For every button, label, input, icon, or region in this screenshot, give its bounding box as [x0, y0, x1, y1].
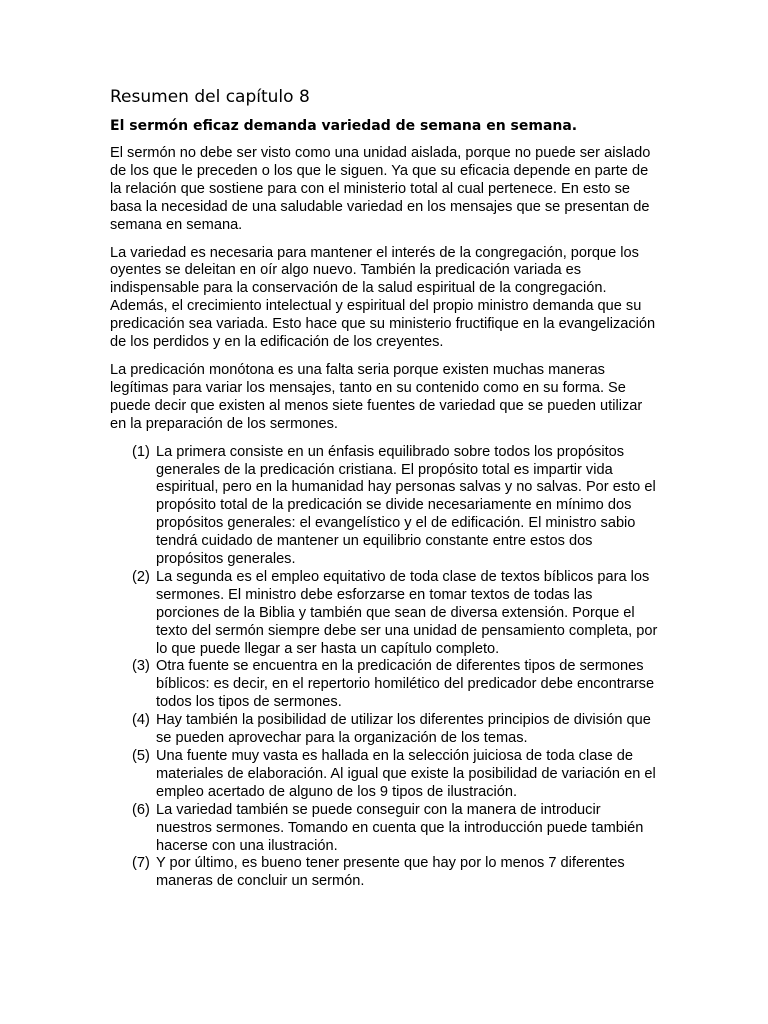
list-item [110, 444, 658, 569]
list-item-number: (5) [132, 748, 150, 764]
list-item-text: La primera consiste en un énfasis equilibrado sobre todos los propósitos generales de la predicación cristiana. El propósito total es impartir vida espiritual, pero en la humanidad hay personas salvas y no salvas. Por esto el propósito total de la predicación se divide necesariamente en mínimo dos propósitos generales: el evangelístico y el de edificación. El ministro sabio tendrá cuidado de mantener un equilibrio constante entre estos dos propósitos generales. [156, 443, 656, 568]
paragraph-1: El sermón no debe ser visto como una unidad aislada, porque no puede ser aislado de los que le preceden o los que le siguen. Ya que su eficacia depende en parte de la relación que sostiene para con el ministerio total al cual pertenece. En esto se basa la necesidad de una saludable variedad en los mensajes que se presentan de semana en semana. [110, 145, 651, 233]
paragraph-2: La variedad es necesaria para mantener el interés de la congregación, porque los oyentes se deleitan en oír algo nuevo. También la predicación variada es indispensable para la conservación de la salud espiritual de la congregación. Además, el crecimiento intelectual y espiritual del propio ministro demanda que su predicación sea variada. Esto hace que su ministerio fructifique en la evangelización de los perdidos y en la edificación de los creyentes. [110, 244, 656, 351]
list-item-text: La variedad también se puede conseguir con la manera de introducir nuestros sermones. Tomando en cuenta que la introducción puede también hacerse con una ilustración. [156, 801, 644, 854]
list-item-number: (6) [132, 801, 150, 818]
list-item [110, 658, 658, 712]
paragraph-3: La predicación monótona es una falta seria porque existen muchas maneras legítimas para variar los mensajes, tanto en su contenido como en su forma. Se puede decir que existen al menos siete fuentes de variedad que se pueden utilizar en la preparación de los sermones. [110, 361, 643, 432]
list-item [110, 802, 658, 856]
list-item-number: (7) [132, 855, 150, 872]
list-item-number: (1) [132, 443, 150, 460]
list-item [110, 748, 658, 802]
list-item-text: La segunda es el empleo equitativo de toda clase de textos bíblicos para los sermones. El ministro debe esforzarse en tomar textos de todas las porciones de la Biblia y también que sean de diversa extensión. Porque el texto del sermón siempre debe ser una unidad de pensamiento completa, por lo que puede llegar a ser hasta un capítulo completo. [156, 568, 658, 657]
list-item-text: Y por último, es bueno tener presente que hay por lo menos 7 diferentes maneras de concluir un sermón. [156, 855, 625, 890]
list-item [110, 855, 658, 891]
list-item-text: Hay también la posibilidad de utilizar los diferentes principios de división que se pueden aprovechar para la organización de los temas. [156, 712, 651, 747]
list-item-number: (2) [132, 568, 150, 585]
list-item [110, 712, 658, 748]
list-item-number: (4) [132, 712, 150, 729]
list-item-text: Una fuente muy vasta es hallada en la selección juiciosa de toda clase de materiales de elaboración. Al igual que existe la posibilidad de variación en el empleo acertado de alguno de los 9 tipos de ilustración. [156, 748, 656, 800]
list-item-number: (3) [132, 658, 150, 675]
list-item-text: Otra fuente se encuentra en la predicación de diferentes tipos de sermones bíblicos: es decir, en el repertorio homilético del predicador debe encontrarse todos los tipos de sermones. [156, 658, 655, 711]
chapter-summary-title: Resumen del capítulo 8 [110, 87, 310, 107]
document-page [110, 86, 658, 891]
sources-of-variety-list [110, 444, 658, 892]
list-item [110, 569, 658, 659]
summary-subtitle: El sermón eficaz demanda variedad de semana en semana. [110, 118, 578, 134]
